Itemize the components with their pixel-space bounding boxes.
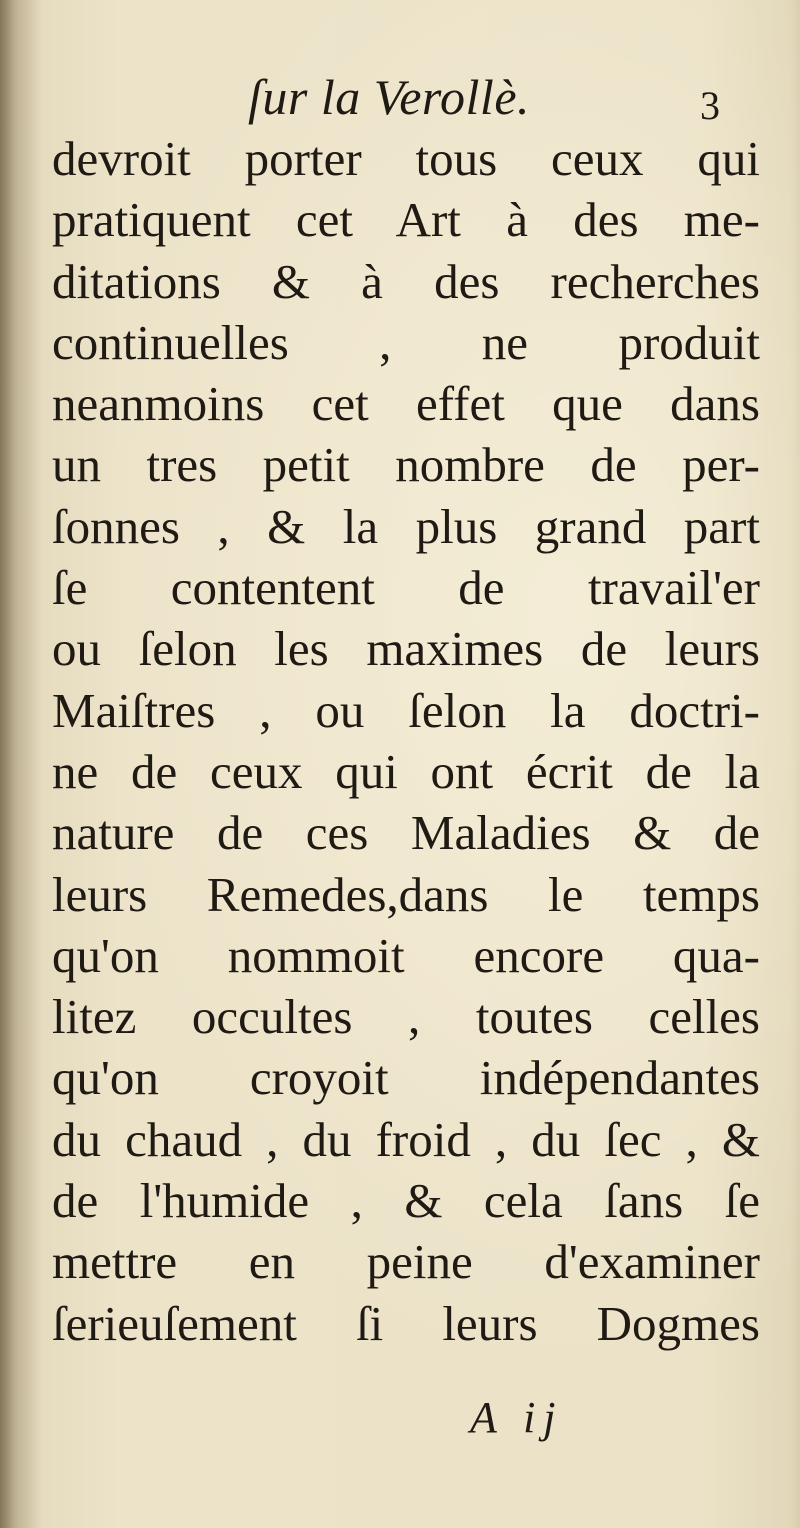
text-line: ſe contentent de travail'er bbox=[52, 560, 760, 616]
text-line: qu'on nommoit encore qua- bbox=[52, 927, 760, 983]
text-line: ditations & à des recherches bbox=[52, 253, 760, 309]
text-line: mettre en peine d'examiner bbox=[52, 1234, 760, 1290]
text-line: qu'on croyoit indépendantes bbox=[52, 1050, 760, 1106]
text-line: ſerieuſement ſi leurs Dogmes bbox=[52, 1295, 760, 1351]
running-title: ſur la Verollè. bbox=[248, 69, 531, 125]
body-text bbox=[52, 128, 760, 1354]
text-line: pratiquent cet Art à des me- bbox=[52, 192, 760, 248]
signature-mark: A ij bbox=[470, 1393, 564, 1442]
text-line: litez occultes , toutes celles bbox=[52, 989, 760, 1045]
text-line: du chaud , du froid , du ſec , & bbox=[52, 1111, 760, 1167]
text-line: neanmoins cet effet que dans bbox=[52, 376, 760, 432]
text-line: nature de ces Maladies & de bbox=[52, 805, 760, 861]
text-line: Maiſtres , ou ſelon la doctri- bbox=[52, 682, 760, 738]
text-line: devroit porter tous ceux qui bbox=[52, 131, 760, 186]
page-number: 3 bbox=[700, 83, 720, 128]
text-line: leurs Remedes,dans le temps bbox=[52, 866, 760, 922]
text-line: un tres petit nombre de per- bbox=[52, 437, 760, 493]
text-line: de l'humide , & cela ſans ſe bbox=[52, 1173, 760, 1229]
text-line: continuelles , ne produit bbox=[52, 314, 760, 370]
binding-gutter-shadow bbox=[0, 0, 40, 1528]
text-line: ou ſelon les maximes de leurs bbox=[52, 621, 760, 677]
text-line: ne de ceux qui ont écrit de la bbox=[52, 743, 760, 799]
text-line: ſonnes , & la plus grand part bbox=[52, 498, 760, 554]
